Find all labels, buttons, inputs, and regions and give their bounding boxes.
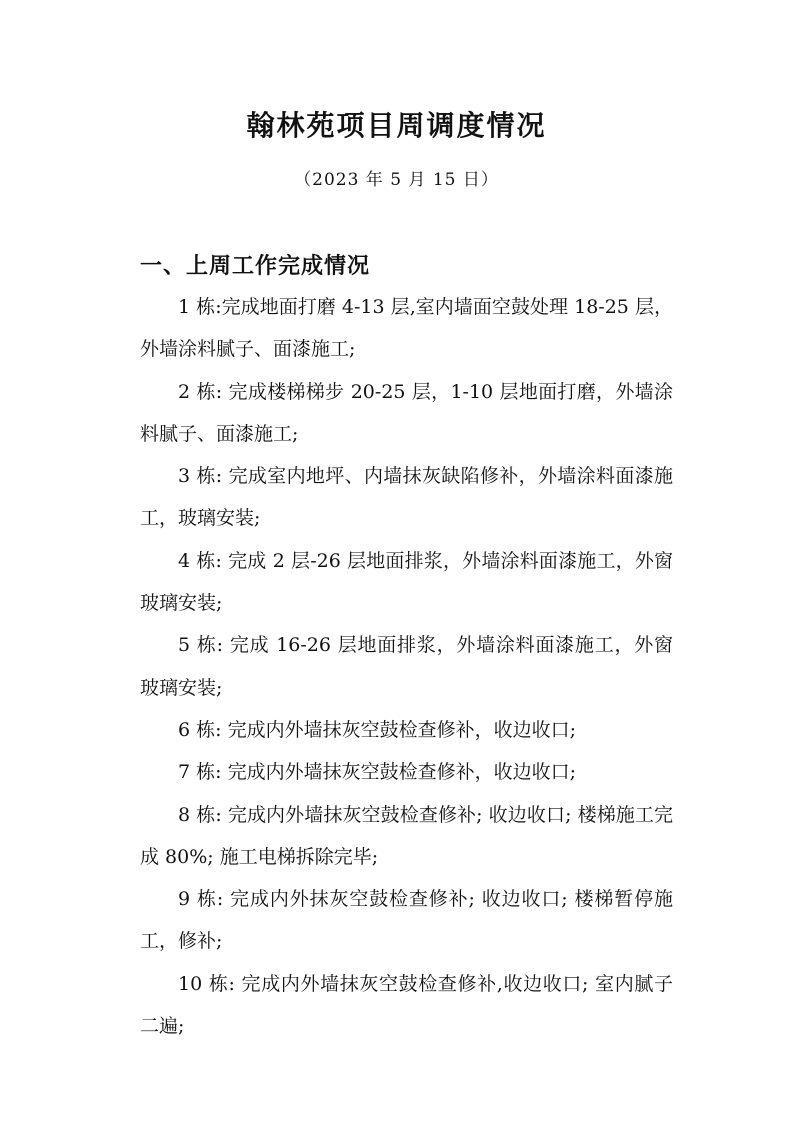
section-heading: 一、上周工作完成情况 xyxy=(140,253,371,279)
building-item-6: 6 栋: 完成内外墙抹灰空鼓检查修补，收边收口; xyxy=(178,718,576,741)
building-item-5: 5 栋: 完成 16-26 层地面排浆，外墙涂料面漆施工，外窗玻璃安装; xyxy=(140,634,673,699)
building-item-9: 9 栋: 完成内外抹灰空鼓检查修补; 收边收口; 楼梯暂停施工，修补; xyxy=(140,888,673,953)
building-item-2: 2 栋: 完成楼梯梯步 20-25 层，1-10 层地面打磨，外墙涂料腻子、面漆施工; xyxy=(140,380,673,445)
building-item-3: 3 栋: 完成室内地坪、内墙抹灰缺陷修补，外墙涂料面漆施工，玻璃安装; xyxy=(140,465,673,530)
building-item-1: 1 栋:完成地面打磨 4-13 层,室内墙面空鼓处理 18-25 层，外墙涂料腻子、面漆施工; xyxy=(140,296,673,361)
building-item-8: 8 栋: 完成内外墙抹灰空鼓检查修补; 收边收口; 楼梯施工完成 80%; 施工电梯拆除完毕; xyxy=(140,803,673,868)
document-date: （2023 年 5 月 15 日） xyxy=(294,170,499,190)
building-item-10: 10 栋: 完成内外墙抹灰空鼓检查修补,收边收口; 室内腻子二遍; xyxy=(140,972,673,1038)
building-item-7: 7 栋: 完成内外墙抹灰空鼓检查修补，收边收口; xyxy=(178,761,576,784)
building-item-4: 4 栋: 完成 2 层-26 层地面排浆，外墙涂料面漆施工，外窗玻璃安装; xyxy=(140,549,673,615)
document-title: 翰林苑项目周调度情况 xyxy=(246,109,547,142)
section-body xyxy=(140,286,673,1047)
